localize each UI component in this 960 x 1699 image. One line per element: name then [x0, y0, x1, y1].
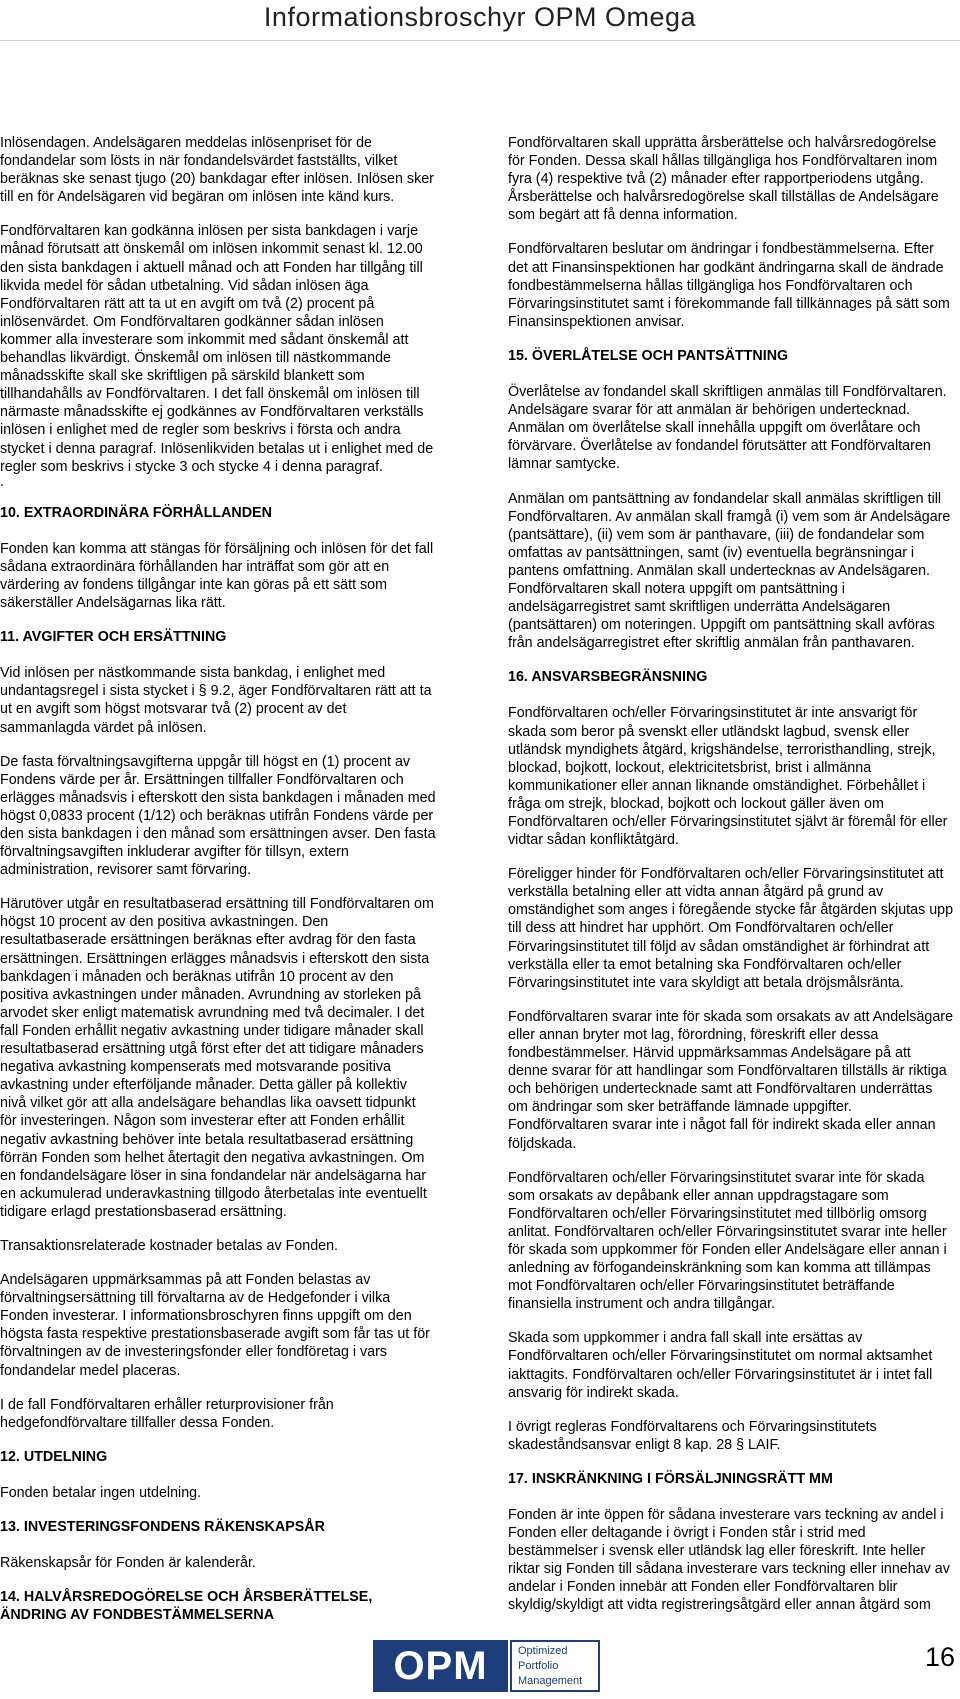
header-divider	[0, 40, 960, 41]
paragraph: Föreligger hinder för Fondförvaltaren och/eller Förvaringsinstitutet att verkställa betalning eller att vidta annan åtgärd på grund av omständighet som anges i föregående stycke får åtgärden skjutas upp till dess att hindret har upphört. Om Fondförvaltaren och/eller Förvaringsinstitutet till följd av sådan omständighet är förhindrat att verkställa eller ta emot betalning ska Fondförvaltaren och/eller Förvaringsinstitutet inte vara skyldigt att betala dröjsmålsränta.	[508, 866, 954, 991]
document-header	[0, 2, 960, 33]
paragraph: Transaktionsrelaterade kostnader betalas av Fonden.	[0, 1237, 339, 1254]
section-heading-12: 12. UTDELNING	[0, 1448, 108, 1465]
paragraph: I övrigt regleras Fondförvaltarens och Förvaringsinstitutets skadeståndsansvar enligt 8 kap. 28 § LAIF.	[508, 1418, 877, 1453]
paragraph: Fondförvaltaren beslutar om ändringar i fondbestämmelserna. Efter det att Finansinspektionen har godkänt ändringarna skall de ändrade fondbestämmelserna hållas tillgängliga hos Fondförvaltaren och Förvaringsinstitutet samt i förekommande fall tillkännages på sätt som Finansinspektionen anvisar.	[508, 241, 950, 330]
section-heading-16: 16. ANSVARSBEGRÄNSNING	[508, 669, 708, 686]
logo-line: Management	[518, 1674, 583, 1687]
left-column	[0, 134, 436, 1642]
paragraph: Fondförvaltaren kan godkänna inlösen per sista bankdagen i varje månad förutsatt att önskemål om inlösen inkommit senast kl. 12.00 den sista bankdagen i aktuell månad och att Fonden har tillgång till likvida medel för sådan utbetalning. Vid sådan inlösen äga Fondförvaltaren rätt att ta ut en avgift om två (2) procent på inlösenvärdet. Om Fondförvaltaren godkänner sådan inlösen kommer alla investerare som inkommit med sådant önskemål att behandlas likvärdigt. Önskemål om inlösen till nästkommande månadsskifte skall ske skriftligen på särskild blankett som tillhandahålls av Fondförvaltaren. I det fall önskemål om inlösen till närmaste månadsskifte ej godkännes av Fondförvaltaren verkställs inlösen i enlighet med de regler som beskrivs i första och andra stycket i denna paragraf. Inlösenlikviden betalas ut i enlighet med de regler som beskrivs i stycke 3 och stycke 4 i denna paragraf.	[0, 223, 434, 475]
logo-mark: OPM	[373, 1640, 508, 1692]
document-title: Informationsbroschyr OPM Omega	[263, 2, 697, 32]
paragraph: Vid inlösen per nästkommande sista bankdag, i enlighet med undantagsregel i sista stycket i § 9.2, äger Fondförvaltaren rätt att ta ut en avgift som högst motsvarar två (2) procent av det sammanlagda värdet på inlösen.	[0, 665, 432, 736]
paragraph: Fonden kan komma att stängas för försäljning och inlösen för det fall sådana extraordinära förhållanden har inträffat som gör att en värdering av fondens tillgångar inte kan göras på ett sätt som säkerställer Andelsägarnas lika rätt.	[0, 540, 434, 612]
paragraph: Härutöver utgår en resultatbaserad ersättning till Fondförvaltaren om högst 10 procent av den positiva avkastningen. Den resultatbaserade ersättningen beräknas efter avdrag för den fasta ersättningen. Ersättningen erlägges månadsvis i efterskott den sista bankdagen i månaden och beräknas utifrån 10 procent av den positiva avkastningen under månaden. Avrundning av storleken på arvodet sker enligt matematisk avrundning med två decimaler. I det fall Fonden erhållit negativ avkastning under tidigare månader skall resultatbaserad ersättning utgå först efter det att tidigare månaders negativa avkastning kompenserats med motsvarande positiva avkastning under efterföljande månader. Detta gäller på kollektiv nivå vilket gör att alla andelsägare behandlas lika oavsett tidpunkt för investeringen. Någon som investerar efter att Fonden erhållit negativ avkastning behöver inte betala resultatbaserad ersättning förrän Fonden som helhet återtagit den negativa avkastningen. Om en fondandelsägare löser in sina fondandelar när andelsägarna har en ackumulerad underavkastning tillgodo återbetalas inte eventuellt tidigare erlagd prestationsbaserad ersättning.	[0, 896, 434, 1220]
paragraph: Anmälan om pantsättning av fondandelar skall anmälas skriftligen till Fondförvaltaren. Av anmälan skall framgå (i) vem som är Andelsägare (pantsättare), (ii) vem som är panthavare, (iii) de fondandelar som omfattas av pantsättningen, samt (iv) eventuella begränsningar i pantens omfattning. Anmälan skall undertecknas av Andelsägaren. Fondförvaltaren skall notera uppgift om pantsättning i andelsägarregistret samt skriftligen underrätta Andelsägaren (pantsättaren) om noteringen. Uppgift om pantsättning skall avföras från andelsägarregistret efter skriftlig anmälan från panthavaren.	[508, 490, 951, 652]
section-heading-11: 11. AVGIFTER OCH ERSÄTTNING	[0, 629, 227, 646]
logo-line: Portfolio	[518, 1659, 559, 1672]
page-number: 16	[924, 1642, 955, 1672]
paragraph: Skada som uppkommer i andra fall skall inte ersättas av Fondförvaltaren och/eller Förvaringsinstitutet om normal aktsamhet iakttagits. Fondförvaltaren och/eller Förvaringsinstitutet är i intet fall ansvarig för indirekt skada.	[508, 1330, 933, 1401]
right-column	[508, 134, 954, 1631]
paragraph: Fonden betalar ingen utdelning.	[0, 1484, 202, 1501]
paragraph: Inlösendagen. Andelsägaren meddelas inlösenpriset för de fondandelar som lösts in när fondandelsvärdet fastställts, vilket beräknas ske senast tjugo (20) bankdagar efter inlösen. Inlösen sker till en för Andelsägaren vid begäran om inlösen inte känd kurs.	[0, 135, 434, 206]
section-heading-13: 13. INVESTERINGSFONDENS RÄKENSKAPSÅR	[0, 1519, 325, 1535]
opm-logo	[373, 1640, 600, 1692]
paragraph: Andelsägaren uppmärksammas på att Fonden belastas av förvaltningsersättning till förvaltarna av de Hedgefonder i vilka Fonden investerar. I informationsbroschyren finns uppgift om den högsta fasta respektive prestationsbaserade avgift som får tas ut för förvaltningen av de investeringsfonder eller fondföretag i vars fondandelar medel placeras.	[0, 1272, 430, 1379]
section-heading-14: 14. HALVÅRSREDOGÖRELSE OCH ÅRSBERÄTTELSE, ÄNDRING AV FONDBESTÄMMELSERNA	[0, 1589, 373, 1624]
paragraph: Överlåtelse av fondandel skall skriftligen anmälas till Fondförvaltaren. Andelsägare svarar för att anmälan är behörigen undertecknad. Anmälan om överlåtelse skall innehålla uppgift om överlåtare och förvärvare. Överlåtelse av fondandel förutsätter att Fondförvaltaren lämnar samtycke.	[508, 384, 947, 473]
paragraph: Räkenskapsår för Fonden är kalenderår.	[0, 1555, 256, 1572]
logo-line: Optimized	[518, 1644, 568, 1657]
paragraph: Fondförvaltaren och/eller Förvaringsinstitutet är inte ansvarigt för skada som beror på svenskt eller utländskt lagbud, svensk eller utländsk myndighets åtgärd, krigshändelse, terroristhandling, strejk, blockad, bojkott, lockout, elektricitetsbrist, brist i allmänna kommunikationer eller annan liknande omständighet. Förbehållet i fråga om strejk, blockad, bojkott och lockout gäller även om Fondförvaltaren och/eller Förvaringsinstitutet självt är föremål för eller vidtar sådan konfliktåtgärd.	[508, 705, 948, 849]
paragraph: Fondförvaltaren skall upprätta årsberättelse och halvårsredogörelse för Fonden. Dessa skall hållas tillgängliga hos Fondförvaltaren inom fyra (4) respektive två (2) månader efter rapportperiodens utgång. Årsberättelse och halvårsredogörelse skall tillställas de Andelsägare som begärt att få denna information.	[508, 135, 939, 224]
section-heading-15: 15. ÖVERLÅTELSE OCH PANTSÄTTNING	[508, 347, 789, 364]
paragraph: I de fall Fondförvaltaren erhåller returprovisioner från hedgefondförvaltare tillfaller dessa Fonden.	[0, 1396, 334, 1431]
logo-wordmark	[510, 1640, 600, 1692]
paragraph: Fonden är inte öppen för sådana investerare vars teckning av andel i Fonden eller deltagande i övrigt i Fonden står i strid med bestämmelser i svensk eller utländsk lag eller föreskrift. Inte heller riktar sig Fonden till sådana investerare vars teckning eller innehav av andelar i Fonden innebär att Fonden eller Fondförvaltaren blir skyldig/skyldigt att vidta registreringsåtgärd eller annan åtgärd som	[508, 1507, 950, 1614]
stray-dot: .	[0, 473, 4, 490]
section-heading-10: 10. EXTRAORDINÄRA FÖRHÅLLANDEN	[0, 504, 272, 521]
section-heading-17: 17. INSKRÄNKNING I FÖRSÄLJNINGSRÄTT MM	[508, 1470, 833, 1487]
paragraph: De fasta förvaltningsavgifterna uppgår till högst en (1) procent av Fondens värde per år. Ersättningen tillfaller Fondförvaltaren och erlägges månadsvis i efterskott den sista bankdagen i månaden med högst 0,0833 procent (1/12) och beräknas utifrån Fondens värde per den sista bankdagen i den månad som ersättningen avser. Den fasta förvaltningsavgiften inkluderar avgifter för tillsyn, extern administration, revisorer samt förvaring.	[0, 753, 436, 879]
paragraph: Fondförvaltaren och/eller Förvaringsinstitutet svarar inte för skada som orsakats av depåbank eller annan uppdragstagare som Fondförvaltaren och/eller Förvaringsinstitutet med tillbörlig omsorg anlitat. Fondförvaltaren och/eller Förvaringsinstitutet svarar inte heller för skada som uppkommer för Fonden eller Andelsägare eller annan i anledning av förfogandeinskränkning som kan komma att tillämpas mot Fondförvaltaren och/eller Förvaringsinstitutet beträffande finansiella instrument och andra tillgångar.	[508, 1169, 947, 1313]
page-footer	[0, 1640, 960, 1692]
paragraph: Fondförvaltaren svarar inte för skada som orsakats av att Andelsägare eller annan bryter mot lag, förordning, föreskrift eller dessa fondbestämmelser. Härvid uppmärksammas Andelsägare på att denne svarar för att handlingar som Fondförvaltaren tillställs är riktiga och behörigen undertecknade samt att Fondförvaltaren underrättas om ändringar som sker beträffande lämnade uppgifter. Fondförvaltaren svarar inte i något fall för indirekt skada eller annan följdskada.	[508, 1008, 954, 1152]
